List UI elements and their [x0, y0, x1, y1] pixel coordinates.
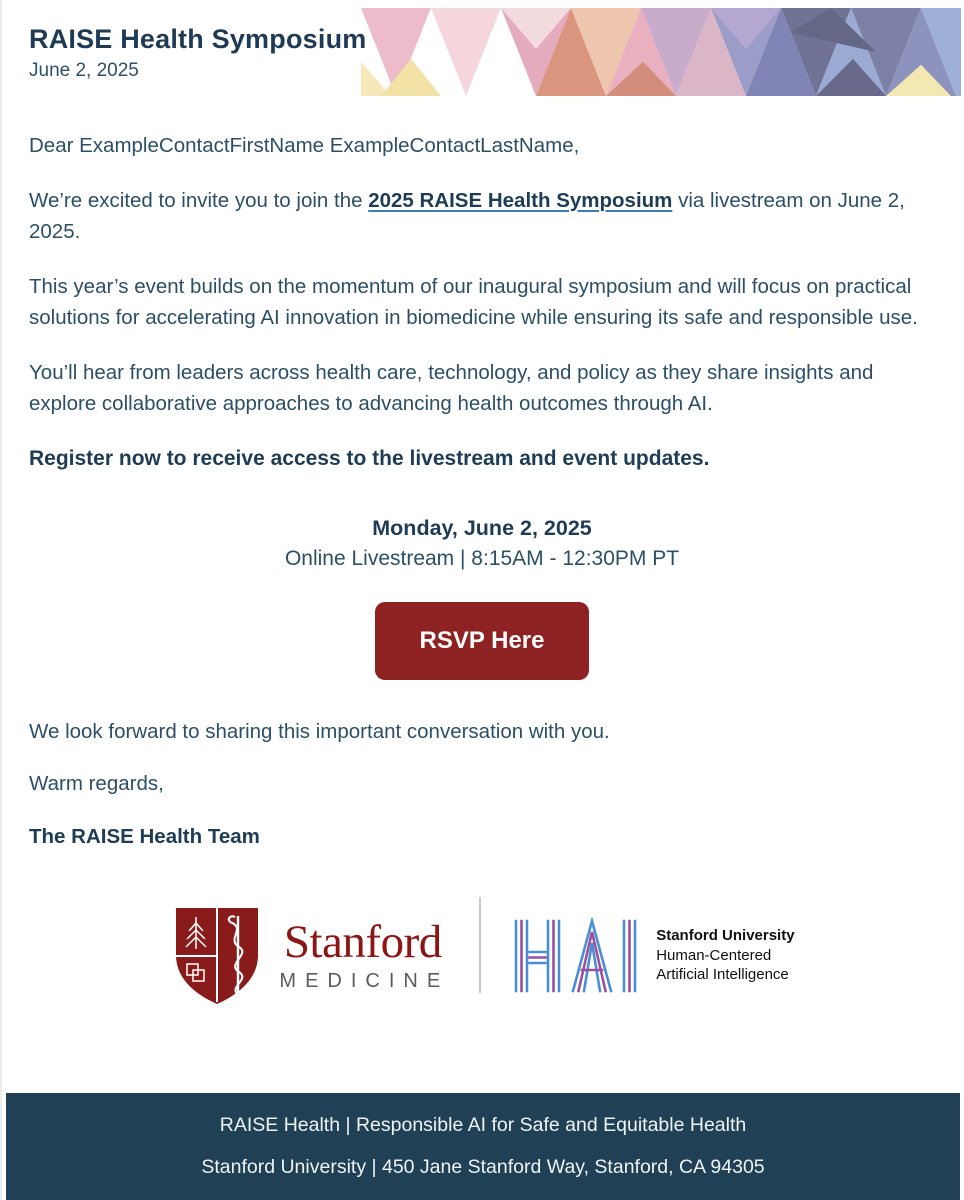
header-text — [29, 24, 366, 82]
footer — [6, 1093, 960, 1200]
geometric-banner-art — [361, 8, 961, 96]
symposium-link[interactable]: 2025 RAISE Health Symposium — [368, 188, 673, 212]
logo-row — [2, 903, 964, 1009]
warm-regards: Warm regards, — [29, 772, 164, 796]
header-date: June 2, 2025 — [29, 60, 139, 81]
hai-logo — [511, 917, 794, 995]
event-time-location: Online Livestream | 8:15AM - 12:30PM PT — [284, 547, 680, 571]
hai-line-human-centered: Human-Centered — [656, 946, 772, 964]
event-description-paragraph: This year’s event builds on the momentum of our inaugural symposium and will focus on practical solutions for accelerating AI innovation in biomedicine while ensuring its safe and responsible use. — [29, 274, 918, 330]
logo-divider — [479, 897, 481, 993]
register-cta: Register now to receive access to the livestream and event updates. — [29, 446, 710, 470]
header — [2, 0, 964, 116]
rsvp-button[interactable]: RSVP Here — [375, 602, 589, 680]
hai-line-university: Stanford University — [656, 926, 795, 944]
speakers-paragraph: You’ll hear from leaders across health care, technology, and policy as they share insights and explore collaborative approaches to advancing health outcomes through AI. — [29, 360, 874, 416]
stanford-medicine-logo — [171, 903, 449, 1009]
greeting: Dear ExampleContactFirstName ExampleContactLastName, — [29, 134, 580, 157]
invite-paragraph — [29, 185, 935, 248]
medicine-wordmark: MEDICINE — [279, 969, 450, 992]
footer-address-line: Stanford University | 450 Jane Stanford Way, Stanford, CA 94305 — [201, 1156, 765, 1178]
hai-letters-icon — [511, 917, 643, 995]
invite-text-after: via livestream on June 2, 2025. — [29, 188, 905, 244]
page-title: RAISE Health Symposium — [29, 24, 367, 54]
stanford-wordmark: Stanford — [283, 915, 442, 968]
footer-raise-line: RAISE Health | Responsible AI for Safe and Equitable Health — [219, 1114, 747, 1136]
rsvp-button-row — [29, 602, 935, 680]
signature: The RAISE Health Team — [29, 825, 260, 848]
hai-text-block — [656, 926, 794, 985]
event-date: Monday, June 2, 2025 — [372, 516, 592, 541]
invite-text-before: We’re excited to invite you to join the — [29, 188, 369, 212]
stanford-shield-icon — [171, 903, 263, 1009]
email-body — [2, 116, 964, 853]
stanford-medicine-wordmark — [276, 915, 450, 993]
event-details-block — [29, 513, 935, 575]
closing-paragraph: We look forward to sharing this important conversation with you. — [29, 719, 610, 743]
hai-line-ai: Artificial Intelligence — [656, 966, 789, 984]
